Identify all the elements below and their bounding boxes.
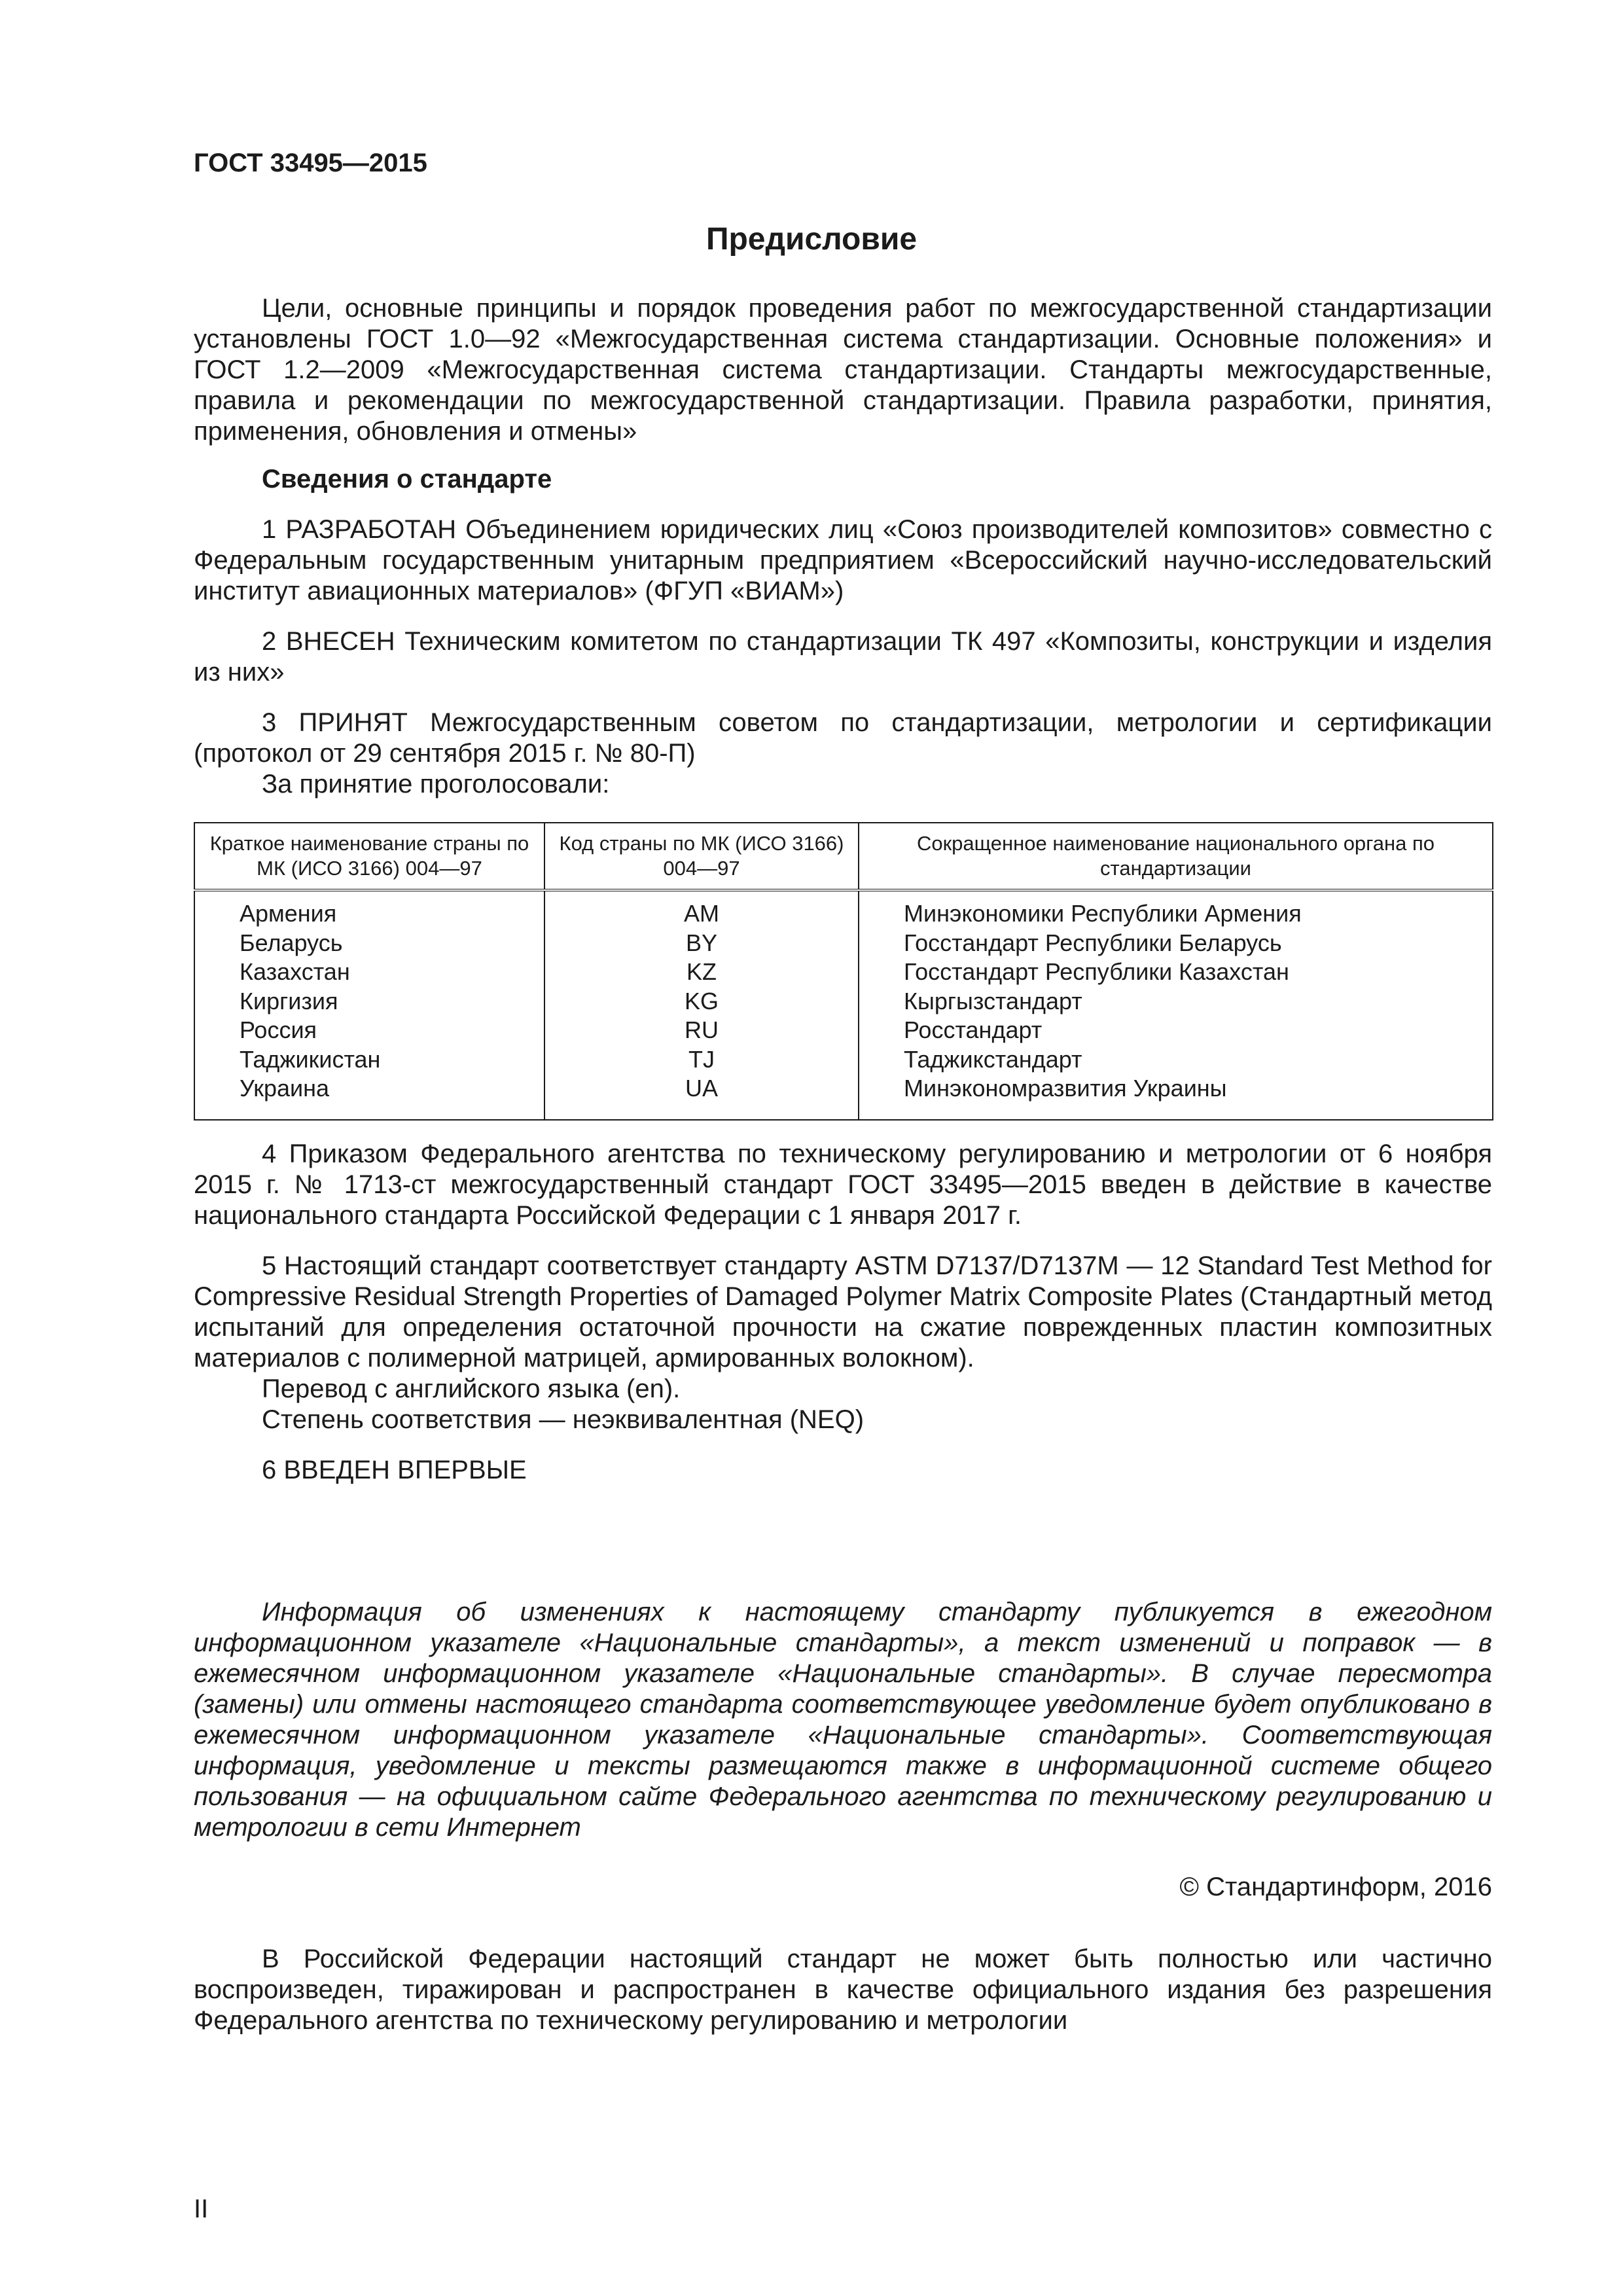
country-name: Таджикистан bbox=[240, 1045, 381, 1073]
item-5-conformity: 5 Настоящий стандарт соответствует стандарту ASTM D7137/D7137M — 12 Standard Test Method for Compressive Residual Strength Properties of Damaged Polymer Matrix Composite Plates (Стандартный метод испытаний для определения остаточной прочности на сжатие поврежденных пластин композитных материалов с полимерной матрицей, армированных волокном). bbox=[194, 1251, 1492, 1372]
item-6-first-introduced: 6 ВВЕДЕН ВПЕРВЫЕ bbox=[262, 1456, 527, 1484]
page-number: II bbox=[194, 2195, 209, 2223]
national-body-column bbox=[859, 890, 1493, 1120]
page-title: Предисловие bbox=[705, 222, 918, 257]
item-1-developed: 1 РАЗРАБОТАН Объединением юридических лиц «Союз производителей композитов» совместно с Федеральным государственным унитарным предприятием «Всероссийский научно-исследовательский институт авиационных материалов» (ФГУП «ВИАМ») bbox=[194, 515, 1492, 605]
country-code: TJ bbox=[688, 1045, 715, 1073]
country-column bbox=[194, 890, 544, 1120]
conformity-degree: Степень соответствия — неэквивалентная (NEQ) bbox=[262, 1405, 865, 1434]
item-2-introduced: 2 ВНЕСЕН Техническим комитетом по стандартизации ТК 497 «Композиты, конструкции и изделия из них» bbox=[194, 627, 1492, 687]
table-header-code: Код страны по МК (ИСО 3166) 004—97 bbox=[544, 823, 859, 890]
reproduction-rights: В Российской Федерации настоящий стандарт не может быть полностью или частично воспроизведен, тиражирован и распространен в качестве официального издания без разрешения Федерального агентства по техническому регулированию и метрологии bbox=[194, 1945, 1492, 2035]
country-code: UA bbox=[685, 1075, 718, 1102]
standard-code-header: ГОСТ 33495—2015 bbox=[194, 149, 427, 177]
table-header-body: Сокращенное наименование национального органа по стандартизации bbox=[859, 823, 1493, 890]
country-code: RU bbox=[685, 1016, 719, 1043]
country-name: Армения bbox=[240, 900, 337, 927]
country-name: Казахстан bbox=[240, 958, 350, 985]
code-column bbox=[544, 890, 859, 1120]
country-name: Беларусь bbox=[240, 929, 343, 956]
country-code: KZ bbox=[686, 958, 717, 985]
vote-intro: За принятие проголосовали: bbox=[262, 770, 610, 798]
item-4-enacted: 4 Приказом Федерального агентства по техническому регулированию и метрологии от 6 ноября 2015 г. № 1713-ст межгосударственный стандарт ГОСТ 33495—2015 введен в действие в качестве национального стандарта Российской Федерации с 1 января 2017 г. bbox=[194, 1139, 1492, 1230]
national-body: Кыргызстандарт bbox=[904, 987, 1082, 1014]
country-code: KG bbox=[684, 987, 719, 1014]
table-header-country: Краткое наименование страны по МК (ИСО 3166) 004—97 bbox=[194, 823, 544, 890]
copyright-line: © Стандартинформ, 2016 bbox=[1179, 1873, 1492, 1901]
national-body: Таджикстандарт bbox=[904, 1045, 1082, 1073]
national-body: Госстандарт Республики Казахстан bbox=[904, 958, 1289, 985]
country-code: AM bbox=[684, 900, 719, 927]
country-name: Киргизия bbox=[240, 987, 338, 1014]
translation-note: Перевод с английского языка (en). bbox=[262, 1374, 681, 1403]
standard-details-block bbox=[194, 1139, 1492, 1486]
rights-block bbox=[194, 1944, 1492, 2036]
national-body: Минэкономразвития Украины bbox=[904, 1075, 1227, 1102]
country-name: Россия bbox=[240, 1016, 317, 1043]
changes-notice: Информация об изменениях к настоящему стандарту публикуется в ежегодном информационном указателе «Национальные стандарты», а текст изменений и поправок — в ежемесячном информационном указателе «Национальные стандарты». В случае пересмотра (замены) или отмены настоящего стандарта соответствующее уведомление будет опубликовано в ежемесячном информационном указателе «Национальные стандарты». Соответствующая информация, уведомление и тексты размещаются также в информационной системе общего пользования — на официальном сайте Федерального агентства по техническому регулированию и метрологии в сети Интернет bbox=[194, 1598, 1492, 1842]
national-body: Росстандарт bbox=[904, 1016, 1043, 1043]
national-body: Госстандарт Республики Беларусь bbox=[904, 929, 1282, 956]
country-name: Украина bbox=[240, 1075, 330, 1102]
voting-states-table bbox=[194, 822, 1493, 1121]
info-heading: Сведения о стандарте bbox=[262, 465, 552, 493]
item-3-adopted: 3 ПРИНЯТ Межгосударственным советом по стандартизации, метрологии и сертификации (протокол от 29 сентября 2015 г. № 80-П) bbox=[194, 708, 1492, 768]
intro-block bbox=[194, 293, 1492, 800]
national-body: Минэкономики Республики Армения bbox=[904, 900, 1302, 927]
country-code: BY bbox=[685, 929, 718, 956]
intro-paragraph: Цели, основные принципы и порядок проведения работ по межгосударственной стандартизации установлены ГОСТ 1.0—92 «Межгосударственная система стандартизации. Основные положения» и ГОСТ 1.2—2009 «Межгосударственная система стандартизации. Стандарты межгосударственные, правила и рекомендации по межгосударственной стандартизации. Правила разработки, принятия, применения, обновления и отмены» bbox=[194, 294, 1492, 446]
notice-block bbox=[194, 1597, 1492, 1843]
